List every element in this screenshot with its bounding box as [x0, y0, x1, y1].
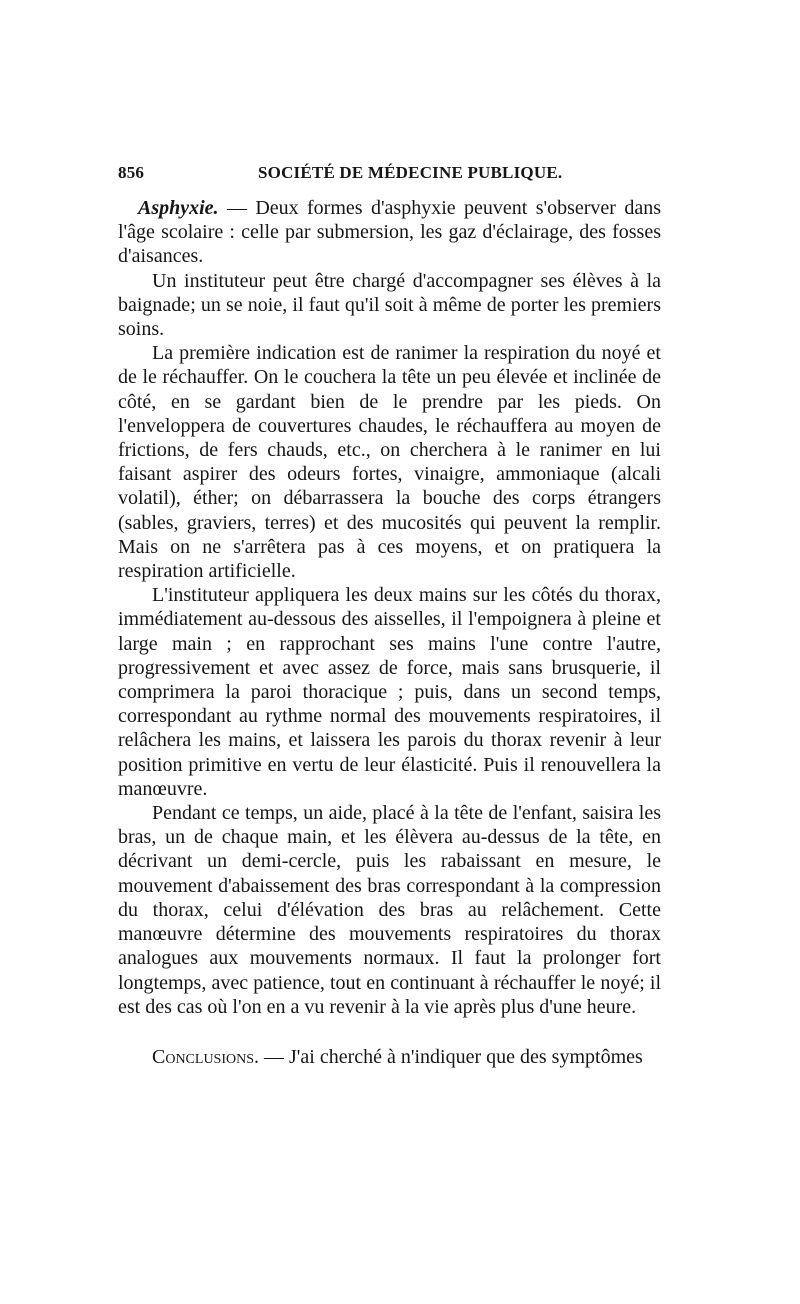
body-paragraph-4: Pendant ce temps, un aide, placé à la tête de l'enfant, saisira les bras, un de chaque main, et les élèvera au-dessus de la tête, en décrivant un demi-cercle, puis les rabaissant en mesure, le mouvement d'abaissement des bras correspondant à la compression du thorax, celui d'élévation des bras au relâchement. Cette manœuvre détermine des mouvements respiratoires du thorax analogues aux mouvements normaux. Il faut la prolonger fort longtemps, avec patience, tout en continuant à réchauffer le noyé; il est des cas où l'on en a vu revenir à la vie après plus d'une heure.: [118, 802, 661, 1018]
page-body: [118, 196, 661, 1069]
section-intro-paragraph: [118, 196, 661, 269]
section-title: Asphyxie.: [138, 197, 219, 219]
section-intro-text: — Deux formes d'asphyxie peuvent s'observer dans l'âge scolaire : celle par submersion, les gaz d'éclairage, des fosses d'aisances.: [118, 197, 661, 268]
page-number: 856: [118, 163, 145, 182]
running-title: SOCIÉTÉ DE MÉDECINE PUBLIQUE.: [258, 163, 563, 182]
conclusions-label: Conclusions.: [152, 1045, 260, 1068]
body-paragraph-1: Un instituteur peut être chargé d'accompagner ses élèves à la baignade; un se noie, il faut qu'il soit à même de porter les premiers soins.: [118, 269, 661, 341]
conclusions-text: — J'ai cherché à n'indiquer que des symptômes: [259, 1045, 643, 1068]
conclusions-paragraph: [118, 1045, 661, 1069]
body-paragraph-2: La première indication est de ranimer la respiration du noyé et de le réchauffer. On le couchera la tête un peu élevée et inclinée de côté, en se gardant bien de le prendre par les pieds. On l'enveloppera de couvertures chaudes, le réchauffera au moyen de frictions, de fers chauds, etc., on cherchera à le ranimer en lui faisant aspirer des odeurs fortes, vinaigre, ammoniaque (alcali volatil), éther; on débarrassera la bouche des corps étrangers (sables, graviers, terres) et des mucosités qui peuvent la remplir. Mais on ne s'arrêtera pas à ces moyens, et on pratiquera la respiration artificielle.: [118, 342, 661, 583]
body-paragraph-3: L'instituteur appliquera les deux mains sur les côtés du thorax, immédiatement au-dessous des aisselles, il l'empoignera à pleine et large main ; en rapprochant ses mains l'une contre l'autre, progressivement et avec assez de force, mais sans brusquerie, il comprimera la paroi thoracique ; puis, dans un second temps, correspondant au rythme normal des mouvements respiratoires, il relâchera les mains, et laissera les parois du thorax revenir à leur position primitive en vertu de leur élasticité. Puis il renouvellera la manœuvre.: [118, 584, 661, 800]
